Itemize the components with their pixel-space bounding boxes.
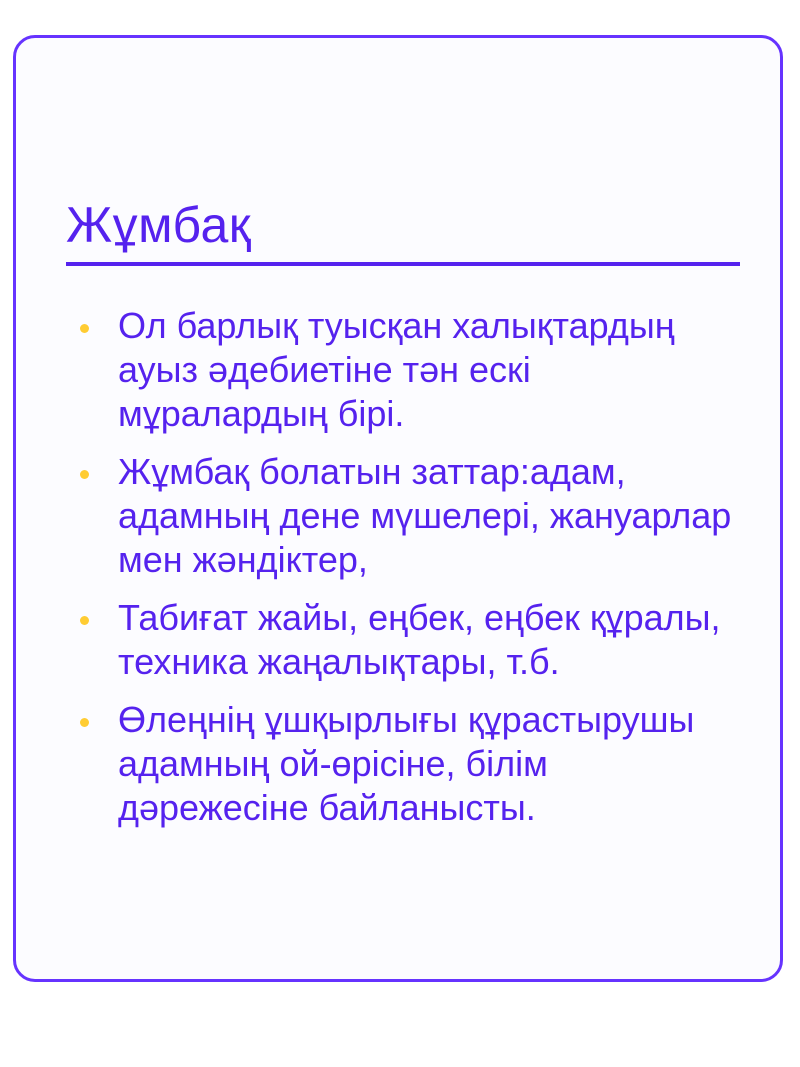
bullet-text: Табиғат жайы, еңбек, еңбек құралы, техника жаңалықтары, т.б.	[118, 597, 721, 682]
slide-title: Жұмбақ	[66, 197, 252, 253]
bullet-item	[76, 304, 736, 436]
bullet-item	[76, 450, 736, 582]
bullet-text: Жұмбақ болатын заттар:адам, адамның дене мүшелері, жануарлар мен жәндіктер,	[118, 451, 732, 580]
bullet-dot-icon	[80, 718, 89, 727]
bullet-text: Ол барлық туысқан халықтардың ауыз әдебиетіне тән ескі мұралардың бірі.	[118, 305, 675, 434]
bullet-item	[76, 596, 736, 684]
bullet-dot-icon	[80, 470, 89, 479]
bullet-dot-icon	[80, 616, 89, 625]
title-underline	[66, 262, 740, 266]
bullet-text: Өлеңнің ұшқырлығы құрастырушы адамның ой-өрісіне, білім дәрежесіне байланысты.	[118, 699, 695, 828]
bullet-dot-icon	[80, 324, 89, 333]
bullet-list	[76, 304, 736, 844]
bullet-item	[76, 698, 736, 830]
